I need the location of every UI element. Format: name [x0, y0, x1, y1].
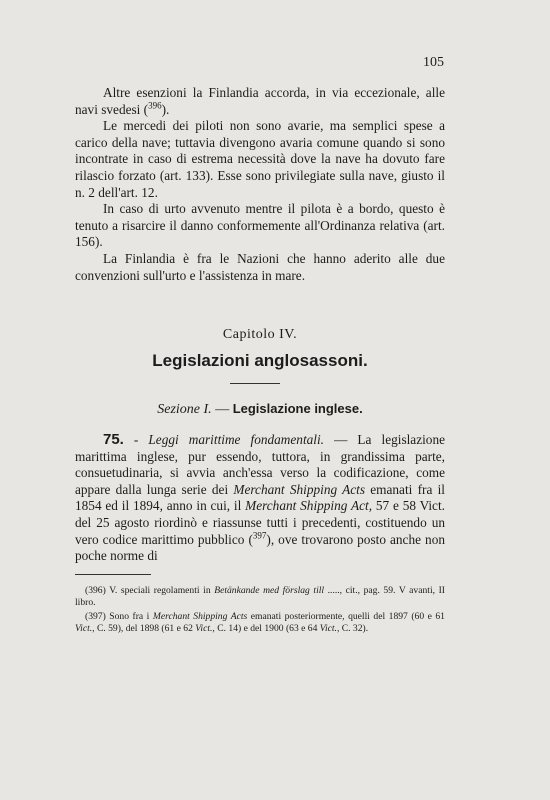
paragraph: La Finlandia è fra le Nazioni che hanno aderito alle due convenzioni sull'urto e l'assistenza in mare. — [75, 250, 445, 283]
article-italic: Merchant Shipping Act, — [245, 498, 373, 514]
chapter-label: Capitolo IV. — [222, 327, 298, 342]
footnote-text: , C. 59), del 1898 (61 e 62 — [92, 623, 196, 635]
footnote-text: ....., cit., pag. 59. V avanti, II libro. — [75, 585, 445, 609]
section-title: Legislazione inglese. — [232, 401, 363, 416]
article-italic: Merchant Shipping Acts — [233, 481, 366, 497]
paragraph-text: Altre esenzioni la Finlandia accorda, in via eccezionale, alle navi svedesi ( — [75, 85, 445, 117]
footnote-ref: 397 — [252, 530, 267, 541]
footnote-italic: Vict. — [195, 623, 213, 635]
paragraph: In caso di urto avvenuto mentre il pilota è a bordo, questo è tenuto a risarcire il danno conformemente all'Ordinanza relativa (art. 156). — [75, 201, 445, 250]
footnote-text: (396) V. speciali regolamenti in — [85, 585, 215, 596]
paragraph — [75, 85, 445, 118]
article-text: 57 e 58 Vict. del 25 agosto riordinò e riassunse tutti i precedenti, costituendo un vero codice marittimo pubblico ( — [75, 498, 445, 547]
page-number: 105 — [423, 55, 444, 70]
article-text: ), ove trovarono posto anche non poche norme di — [75, 531, 445, 564]
footnote-ref: 396 — [148, 100, 162, 111]
article-number: 75. — [103, 431, 124, 448]
chapter-title: Legislazioni anglosassoni. — [152, 351, 368, 370]
article-text: emanati fra il 1854 ed il 1894, anno in cui, il — [75, 481, 445, 514]
section-heading — [75, 401, 445, 418]
chapter-divider — [230, 383, 280, 384]
footnote-397 — [75, 611, 445, 636]
article-paragraph — [75, 432, 445, 565]
footnote-italic: Merchant Shipping Acts — [152, 610, 248, 622]
article-heading: Leggi marittime fondamentali. — [148, 432, 325, 447]
footnote-italic: Betänkande med förslag till — [214, 585, 325, 596]
article-text: — La legislazione marittima inglese, pur essendo, tuttora, in grandissima parte, consuetudinaria, si avvia anch'essa verso la codificazione, come appare dalla lunga serie dei — [75, 432, 446, 497]
footnote-divider — [75, 574, 151, 575]
footnote-italic: Vict. — [75, 623, 93, 635]
section-dash: — — [211, 402, 233, 417]
paragraph: Le mercedi dei piloti non sono avarie, ma semplici spese a carico della nave; tuttavia divengono avaria comune quando si sono incontrate in caso di estrema necessità dove la nave ha dovuto fare rilascio forzato (art. 133). Esse sono privilegiate sulla nave, giusto il n. 2 dell'art. 12. — [75, 118, 445, 200]
section-label: Sezione I. — [157, 402, 212, 417]
footnote-italic: Vict. — [319, 623, 337, 635]
footnote-text: emanati posteriormente, quelli del 1897 (60 e 61 — [247, 610, 445, 622]
footnote-text: (397) Sono fra i — [85, 610, 153, 622]
article-75 — [75, 432, 445, 565]
footnote-text: , C. 14) e del 1900 (63 e 64 — [212, 623, 320, 635]
paragraph-text: ). — [161, 101, 170, 117]
article-separator: - — [123, 432, 149, 447]
footnotes — [75, 585, 445, 637]
footnote-396 — [75, 585, 445, 610]
intro-text — [75, 85, 445, 284]
footnote-text: , C. 32). — [336, 623, 369, 635]
